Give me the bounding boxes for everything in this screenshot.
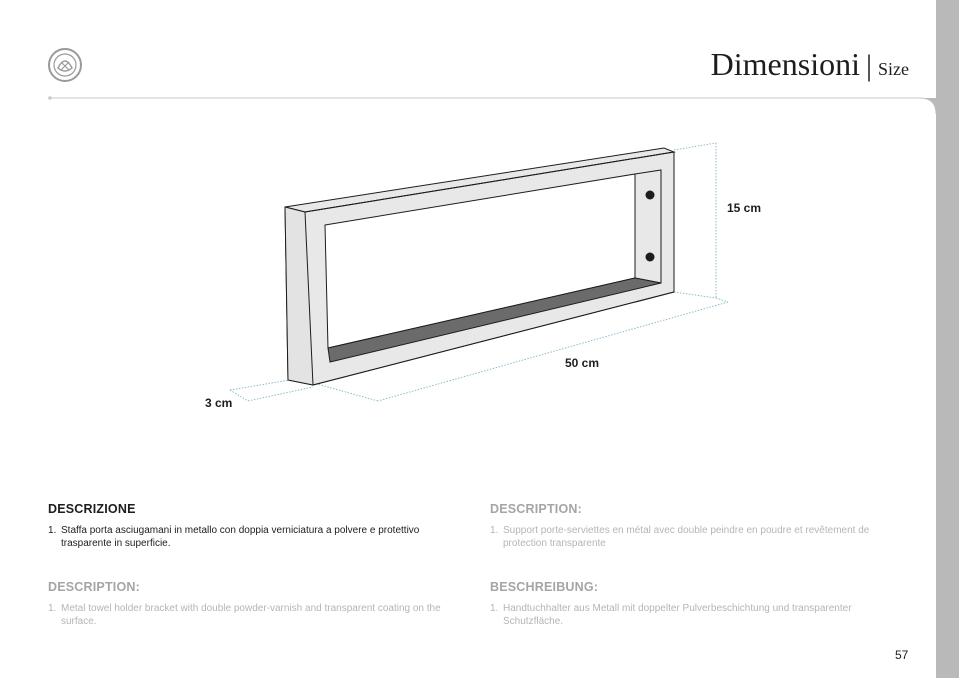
description-en-text: Metal towel holder bracket with double powder-varnish and transparent coating on the surface.: [61, 603, 441, 627]
description-en-heading: DESCRIPTION:: [48, 580, 140, 594]
title-separator: |: [865, 49, 872, 82]
title-subtitle: Size: [878, 59, 909, 79]
description-it: [48, 502, 468, 550]
page-number: 57: [895, 648, 909, 662]
list-number: 1.: [490, 525, 499, 536]
list-number: 1.: [48, 525, 57, 536]
description-fr-heading: DESCRIPTION:: [490, 502, 582, 516]
dimension-height: 15 cm: [727, 201, 762, 215]
description-it-text: Staffa porta asciugamani in metallo con doppia verniciatura a polvere e protettivo trasparente in superficie.: [61, 525, 420, 549]
title-main: Dimensioni: [710, 46, 860, 82]
list-number: 1.: [48, 603, 57, 614]
dimension-depth: 3 cm: [205, 396, 233, 410]
description-fr: [490, 502, 910, 550]
dimension-length: 50 cm: [565, 356, 600, 370]
description-it-heading: DESCRIZIONE: [48, 502, 136, 516]
description-de: [490, 580, 910, 628]
list-number: 1.: [490, 603, 499, 614]
description-de-text: Handtuchhalter aus Metall mit doppelter Pulverbeschichtung und transparenter Schutzfläche.: [503, 603, 852, 627]
description-de-heading: BESCHREIBUNG:: [490, 580, 599, 594]
description-fr-text: Support porte-serviettes en métal avec double peindre en poudre et revêtement de protection transparente: [503, 525, 870, 549]
description-en: [48, 580, 468, 628]
